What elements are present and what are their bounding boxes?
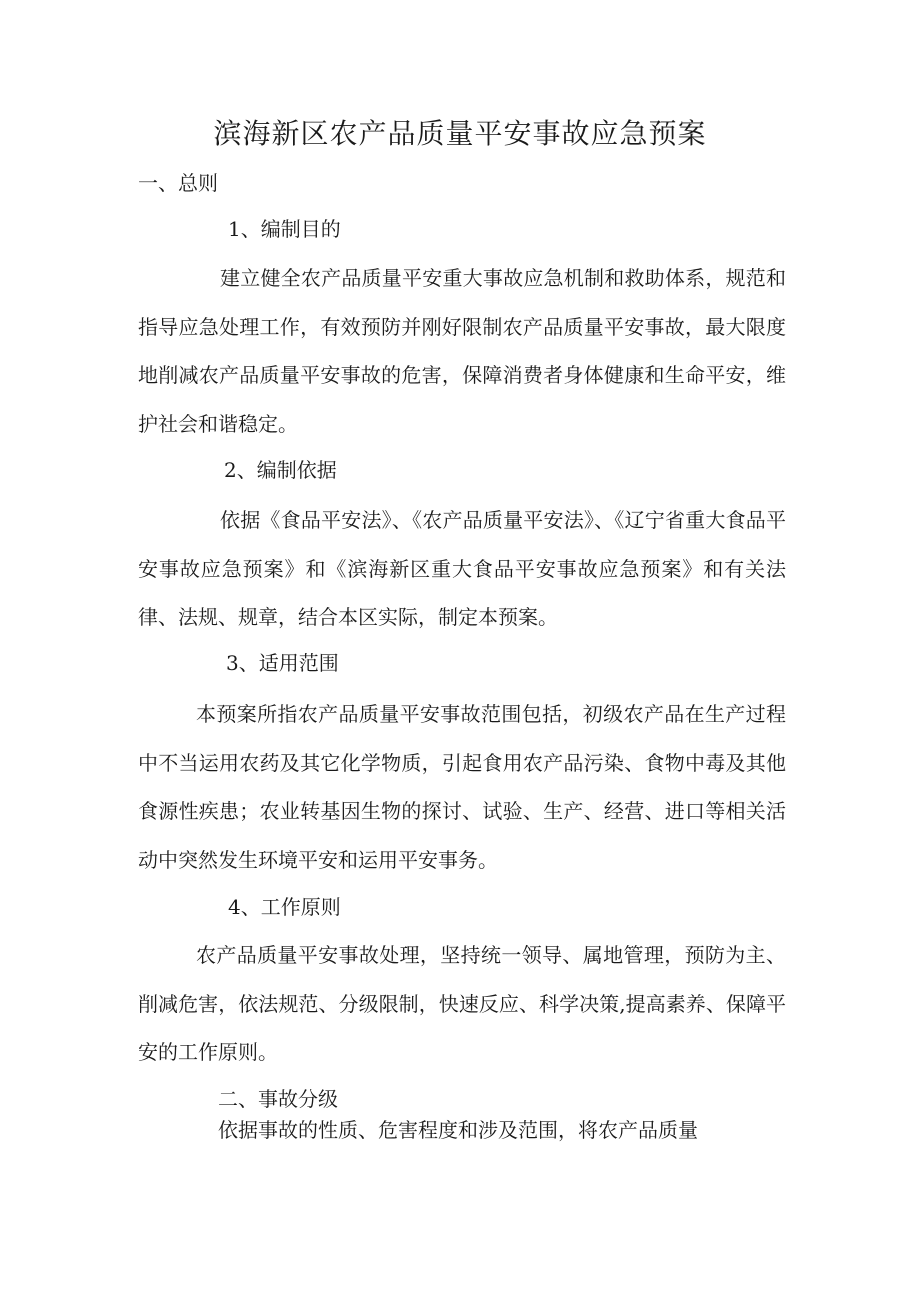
document-title: 滨海新区农产品质量平安事故应急预案: [213, 117, 707, 150]
paragraph-classification: 依据事故的性质、危害程度和涉及范围，将农产品质量: [218, 1118, 698, 1142]
paragraph-basis: 依据《食品平安法》、《农产品质量平安法》、《辽宁省重大食品平安事故应急预案》和《滨海新区重大食品平安事故应急预案》和有关法律、法规、规章，结合本区实际，制定本预案。: [138, 508, 786, 629]
paragraph-purpose: 建立健全农产品质量平安重大事故应急机制和救助体系，规范和指导应急处理工作，有效预防并刚好限制农产品质量平安事故，最大限度地削减农产品质量平安事故的危害，保障消费者身体健康和生命平安，维护社会和谐稳定。: [138, 266, 786, 436]
paragraph-principles: 农产品质量平安事故处理，坚持统一领导、属地管理，预防为主、削减危害，依法规范、分级限制，快速反应、科学决策,提高素养、保障平安的工作原则。: [138, 943, 786, 1064]
paragraph-scope: 本预案所指农产品质量平安事故范围包括，初级农产品在生产过程中不当运用农药及其它化学物质，引起食用农产品污染、食物中毒及其他食源性疾患；农业转基因生物的探讨、试验、生产、经营、进口等相关活动中突然发生环境平安和运用平安事务。: [138, 702, 786, 872]
subsection-heading-scope: 3、适用范围: [226, 651, 339, 675]
section-heading-classification: 二、事故分级: [218, 1087, 338, 1111]
subsection-heading-basis: 2、编制依据: [224, 458, 337, 482]
section-heading-general: 一、总则: [138, 171, 218, 195]
subsection-heading-purpose: 1、编制目的: [228, 217, 341, 241]
subsection-heading-principles: 4、工作原则: [228, 895, 341, 919]
